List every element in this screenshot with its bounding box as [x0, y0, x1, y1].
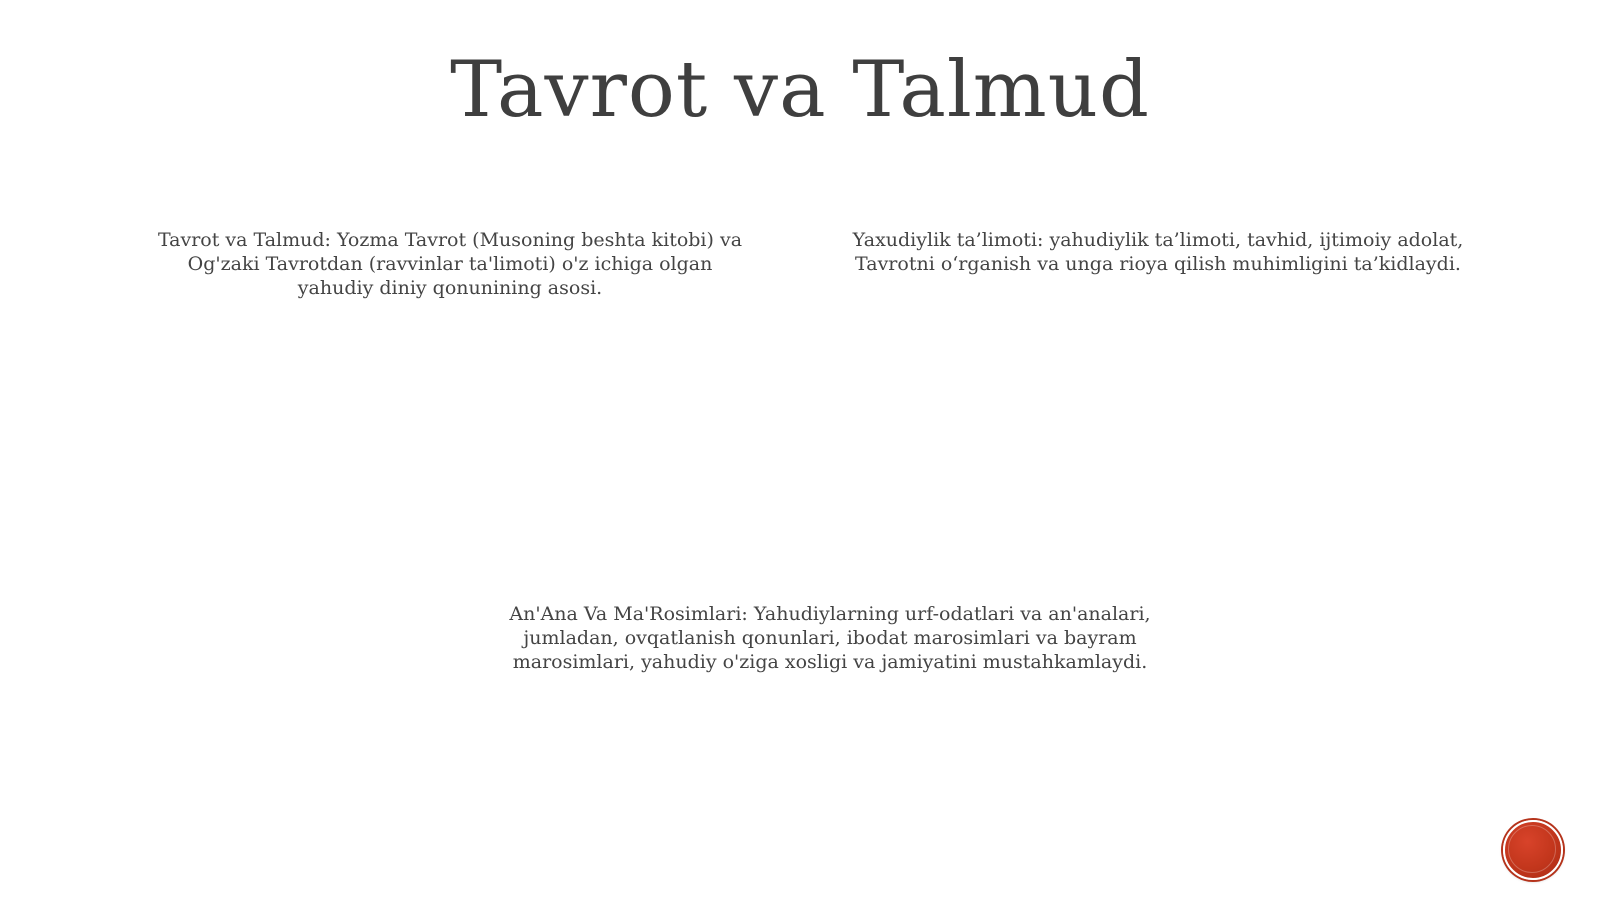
slide-title: Tavrot va Talmud [450, 45, 1150, 135]
text-block-anana-marosimlari: An'Ana Va Ma'Rosimlari: Yahudiylarning urf-odatlari va an'analari, jumladan, ovqatlanish qonunlari, ibodat marosimlari va bayram marosimlari, yahudiy o'ziga xosligi va jamiyatini mustahkamlaydi. [509, 603, 1151, 673]
slide-nav-button[interactable] [1503, 820, 1563, 880]
circle-button-icon [1508, 825, 1556, 873]
text-block-tavrot-talmud: Tavrot va Talmud: Yozma Tavrot (Musoning beshta kitobi) va Og'zaki Tavrotdan (ravvinlar ta'limoti) o'z ichiga olgan yahudiy diniy qonunining asosi. [157, 229, 743, 299]
text-block-yaxudiylik-talimoti: Yaxudiylik ta’limoti: yahudiylik ta’limoti, tavhid, ijtimoiy adolat, Tavrotni o‘rganish va unga rioya qilish muhimligini ta’kidlaydi. [852, 229, 1464, 275]
